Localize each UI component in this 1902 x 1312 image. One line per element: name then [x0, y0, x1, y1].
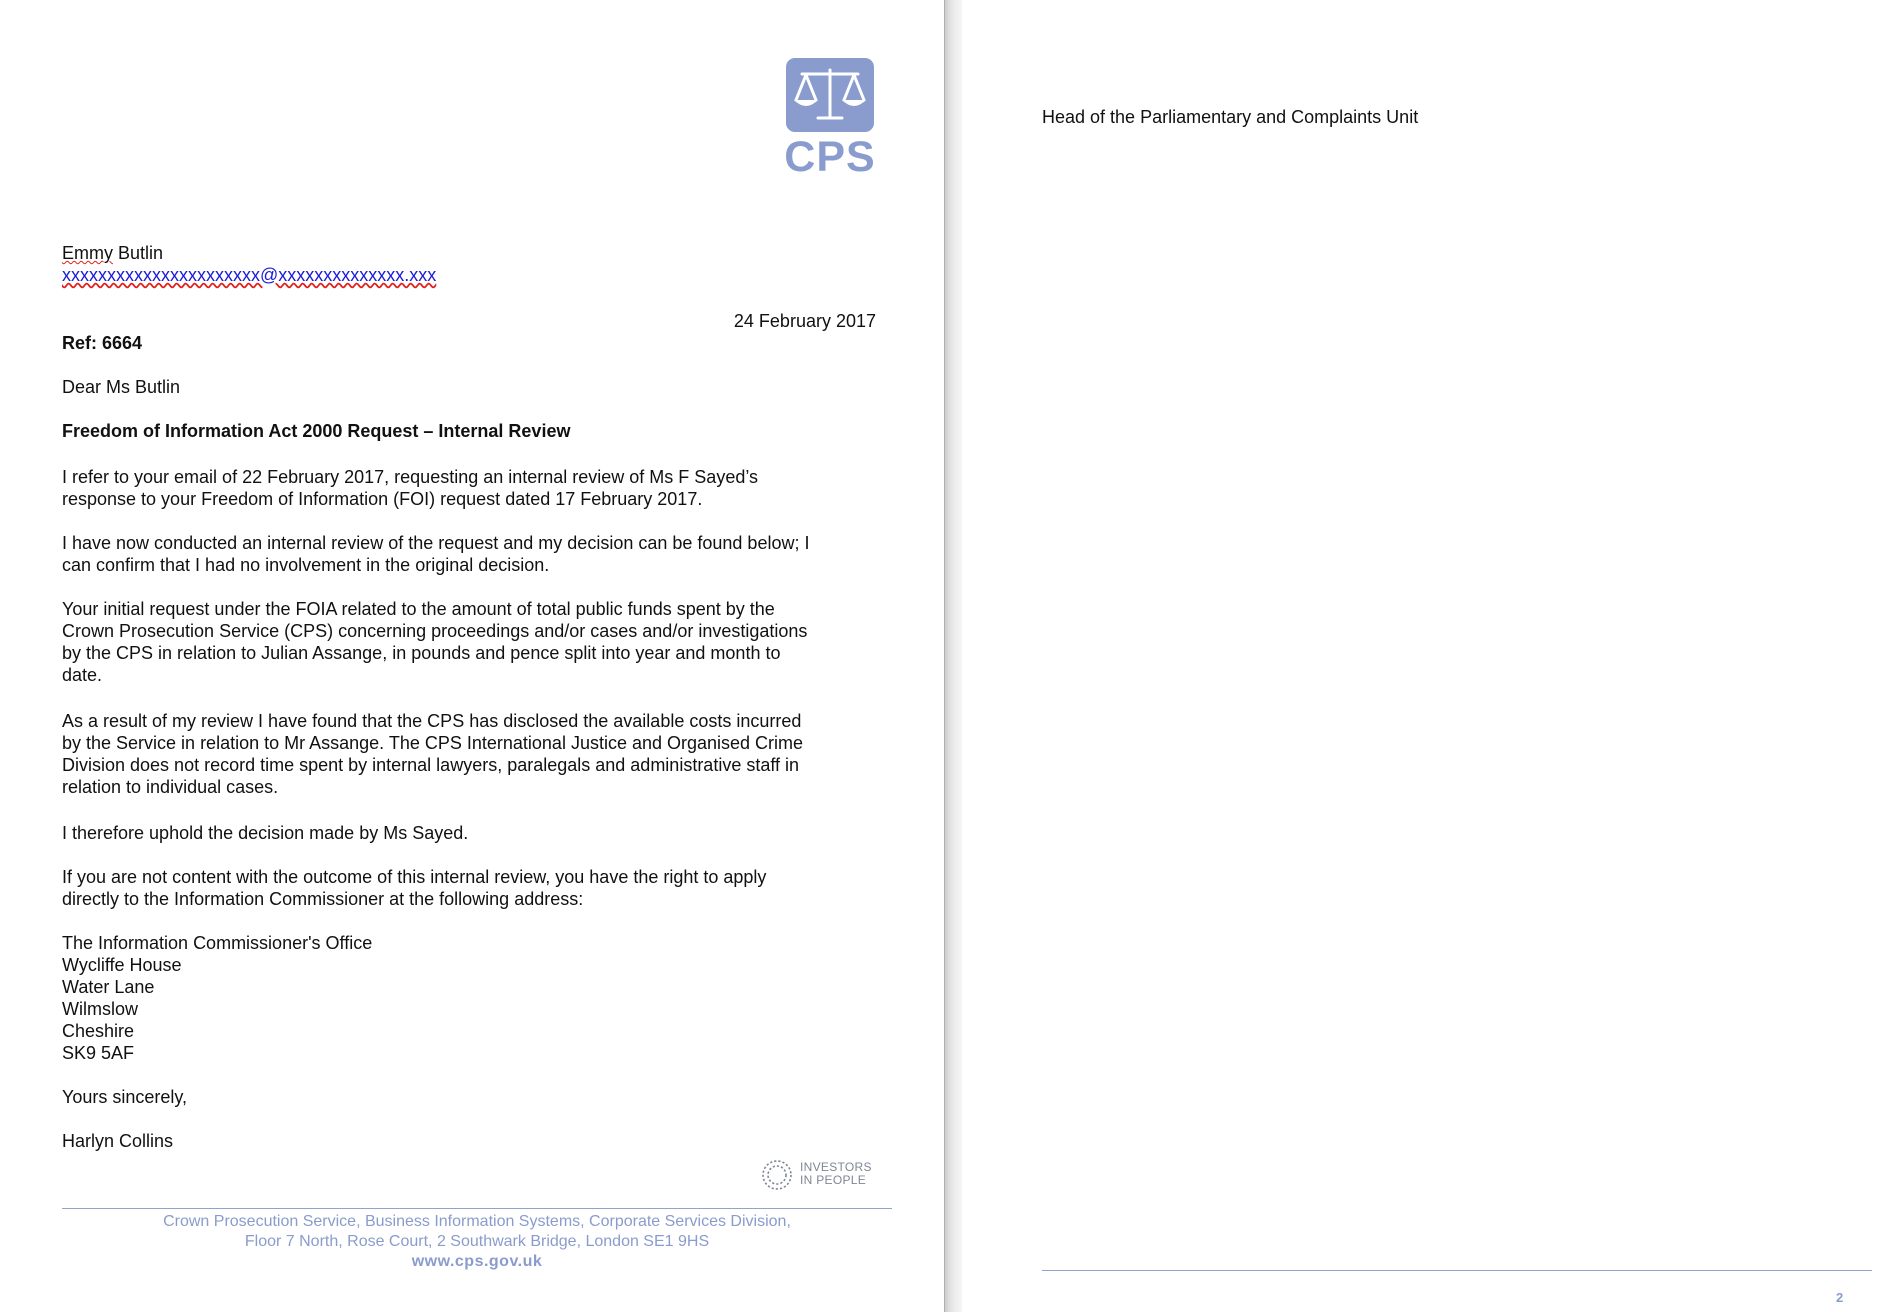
page-number: 2: [1836, 1290, 1844, 1305]
paragraph-line: I refer to your email of 22 February 2017, requesting an internal review of Ms F Sayed’s: [62, 467, 759, 487]
paragraph-line: by the CPS in relation to Julian Assange, in pounds and pence split into year and month to: [62, 643, 781, 663]
page-footer: [62, 1212, 892, 1272]
paragraph-line: directly to the Information Commissioner at the following address:: [62, 889, 584, 909]
paragraph-line: Crown Prosecution Service (CPS) concerning proceedings and/or cases and/or investigations: [62, 621, 808, 641]
body-paragraph: [62, 822, 892, 844]
address-line: Cheshire: [62, 1021, 135, 1041]
footer-line: Crown Prosecution Service, Business Information Systems, Corporate Services Division,: [163, 1213, 791, 1230]
body-paragraph: [62, 710, 892, 798]
salutation: Dear Ms Butlin: [62, 377, 181, 397]
body-paragraph: [62, 532, 892, 576]
letter-subject: Freedom of Information Act 2000 Request – Internal Review: [62, 421, 571, 441]
body-paragraph: [62, 866, 892, 910]
paragraph-line: date.: [62, 665, 103, 685]
logo-wordmark: CPS: [784, 133, 876, 181]
paragraph-line: response to your Freedom of Information (FOI) request dated 17 February 2017.: [62, 489, 703, 509]
closing: Yours sincerely,: [62, 1087, 188, 1107]
paragraph-line: If you are not content with the outcome of this internal review, you have the right to apply: [62, 867, 767, 887]
paragraph-line: by the Service in relation to Mr Assange. The CPS International Justice and Organised Crime: [62, 733, 804, 753]
address-line: Wycliffe House: [62, 955, 182, 975]
cps-logo: [784, 56, 876, 180]
paragraph-line: can confirm that I had no involvement in the original decision.: [62, 555, 550, 575]
address-line: SK9 5AF: [62, 1043, 135, 1063]
paragraph-line: relation to individual cases.: [62, 777, 279, 797]
page-gutter: [944, 0, 962, 1312]
letter-date: 24 February 2017: [733, 311, 876, 331]
paragraph-line: Your initial request under the FOIA related to the amount of total public funds spent by the: [62, 599, 775, 619]
signatory-title: Head of the Parliamentary and Complaints Unit: [1042, 107, 1419, 127]
recipient-email-link[interactable]: xxxxxxxxxxxxxxxxxxxxxx@xxxxxxxxxxxxxx.xxx: [62, 265, 437, 285]
address-line: The Information Commissioner's Office: [62, 933, 373, 953]
document-page-1: [0, 0, 944, 1312]
paragraph-line: Division does not record time spent by internal lawyers, paralegals and administrative staff in: [62, 755, 800, 775]
laurel-wreath-icon: [760, 1158, 796, 1192]
recipient-first-name: Emmy: [62, 243, 113, 263]
footer-rule: [1042, 1270, 1872, 1271]
body-paragraph: [62, 466, 892, 510]
recipient-last-name: Butlin: [113, 243, 164, 263]
address-line: Wilmslow: [62, 999, 138, 1019]
letter-reference: Ref: 6664: [62, 333, 143, 353]
paragraph-line: I have now conducted an internal review of the request and my decision can be found below; I: [62, 533, 810, 553]
signatory-name: Harlyn Collins: [62, 1131, 174, 1151]
footer-line: Floor 7 North, Rose Court, 2 Southwark Bridge, London SE1 9HS: [244, 1233, 710, 1250]
footer-rule: [62, 1208, 892, 1209]
iip-line-1: INVESTORS: [800, 1160, 872, 1174]
recipient-name: [62, 242, 163, 264]
footer-website-link[interactable]: www.cps.gov.uk: [411, 1253, 543, 1270]
investors-in-people-logo: [760, 1158, 870, 1192]
address-line: Water Lane: [62, 977, 155, 997]
scales-of-justice-icon: [786, 58, 874, 132]
commissioner-address: [62, 932, 892, 1064]
body-paragraph: [62, 598, 892, 686]
document-page-2: [962, 0, 1902, 1312]
iip-line-2: IN PEOPLE: [800, 1173, 867, 1187]
paragraph-line: I therefore uphold the decision made by Ms Sayed.: [62, 823, 469, 843]
paragraph-line: As a result of my review I have found that the CPS has disclosed the available costs incurred: [62, 711, 802, 731]
